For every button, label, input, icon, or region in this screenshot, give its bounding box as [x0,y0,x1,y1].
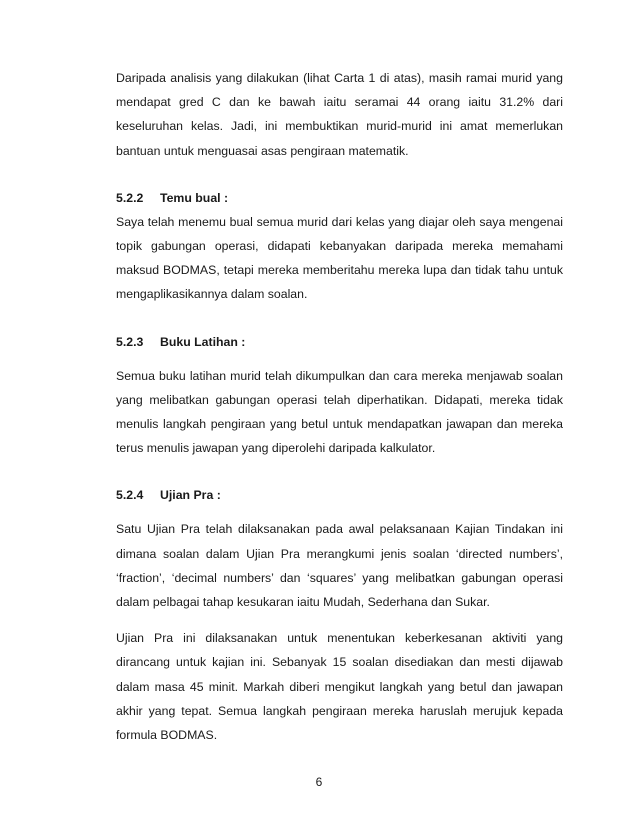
section-number: 5.2.2 [116,190,144,205]
temu-bual-paragraph: Saya telah menemu bual semua murid dari kelas yang diajar oleh saya mengenai topik gabungan operasi, didapati kebanyakan daripada mereka memahami maksud BODMAS, tetapi mereka memberitahu mereka lupa dan tidak tahu untuk mengaplikasikannya dalam soalan. [116,214,563,302]
page-number: 6 [315,775,323,789]
section-heading-5-2-4 [116,483,563,507]
section-title: Buku Latihan : [160,334,246,349]
section-heading-5-2-3 [116,330,563,354]
buku-latihan-paragraph: Semua buku latihan murid telah dikumpulkan dan cara mereka menjawab soalan yang melibatkan gabungan operasi telah diperhatikan. Didapati, mereka tidak menulis langkah pengiraan yang betul untuk mendapatkan jawapan dan mereka terus menulis jawapan yang diperolehi daripada kalkulator. [116,368,563,456]
section-title: Temu bual : [160,190,229,205]
intro-paragraph: Daripada analisis yang dilakukan (lihat Carta 1 di atas), masih ramai murid yang mendapat gred C dan ke bawah iaitu seramai 44 orang iaitu 31.2% dari keseluruhan kelas. Jadi, ini membuktikan murid-murid ini amat memerlukan bantuan untuk menguasai asas pengiraan matematik. [116,71,563,158]
ujian-pra-paragraph-1: Satu Ujian Pra telah dilaksanakan pada awal pelaksanaan Kajian Tindakan ini dimana soalan dalam Ujian Pra merangkumi jenis soalan ‘directed numbers’, ‘fraction’, ‘decimal numbers’ dan ‘squares’ yang melibatkan gabungan operasi dalam pelbagai tahap kesukaran iaitu Mudah, Sederhana dan Sukar. [116,522,563,610]
section-title: Ujian Pra : [160,488,221,503]
section-number: 5.2.3 [116,334,144,349]
ujian-pra-paragraph-2: Ujian Pra ini dilaksanakan untuk menentukan keberkesanan aktiviti yang dirancang untuk kajian ini. Sebanyak 15 soalan disediakan dan mesti dijawab dalam masa 45 minit. Markah diberi mengikut langkah yang betul dan jawapan akhir yang tepat. Semua langkah pengiraan mereka haruslah merujuk kepada formula BODMAS. [116,631,563,743]
document-page [116,66,563,747]
section-heading-5-2-2 [116,186,563,210]
section-number: 5.2.4 [116,488,144,503]
